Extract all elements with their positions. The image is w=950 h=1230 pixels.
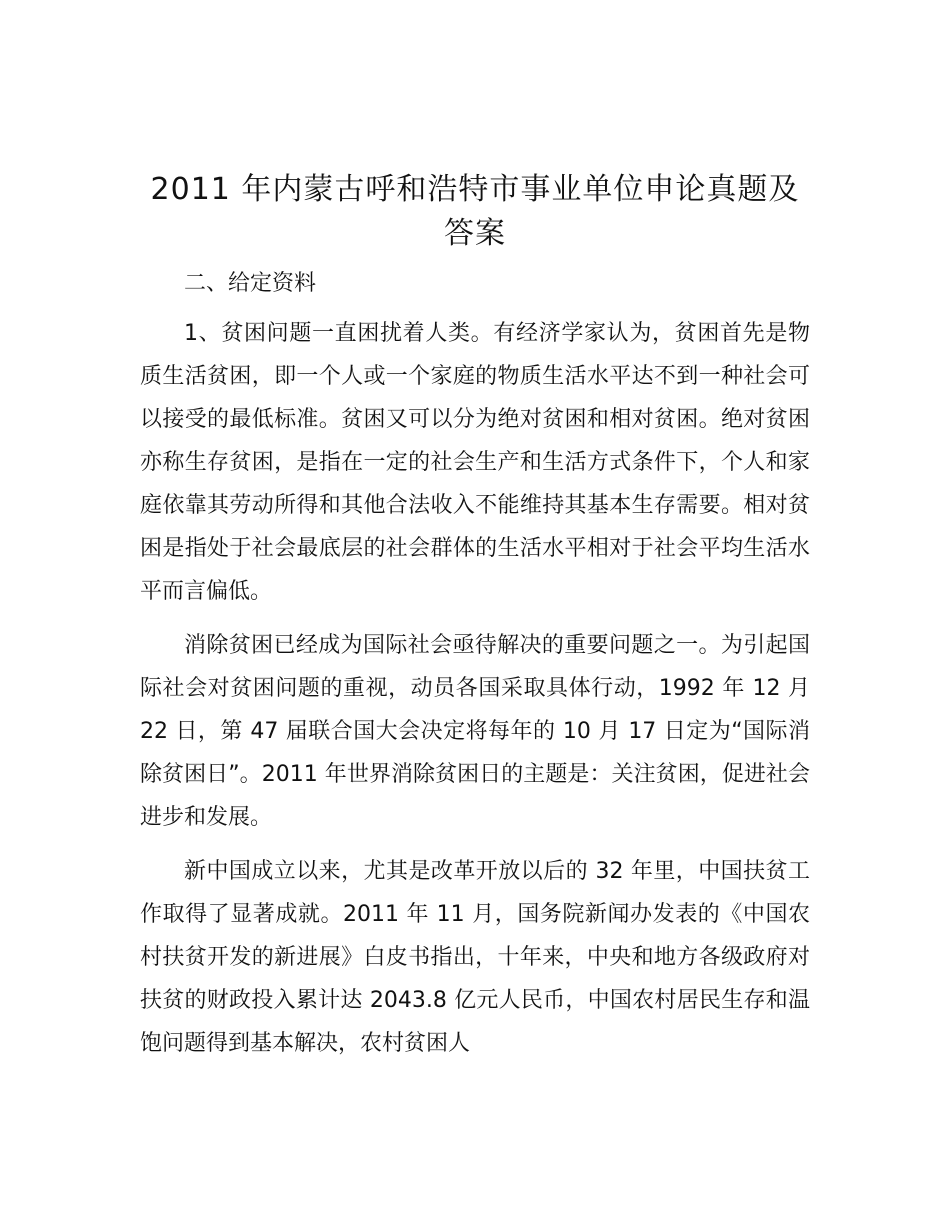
document-body — [140, 262, 810, 1076]
section-heading: 二、给定资料 — [184, 271, 317, 296]
document-title: 2011 年内蒙古呼和浩特市事业单位申论真题及答案 — [150, 172, 800, 251]
paragraph: 1、贫困问题一直困扰着人类。有经济学家认为，贫困首先是物质生活贫困，即一个人或一个家庭的物质生活水平达不到一种社会可以接受的最低标准。贫困又可以分为绝对贫困和相对贫困。绝对贫困亦称生存贫困，是指在一定的社会生产和生活方式条件下，个人和家庭依靠其劳动所得和其他合法收入不能维持其基本生存需要。相对贫困是指处于社会最底层的社会群体的生活水平相对于社会平均生活水平而言偏低。 — [140, 321, 810, 604]
paragraph: 消除贫困已经成为国际社会亟待解决的重要问题之一。为引起国际社会对贫困问题的重视，动员各国采取具体行动，1992 年 12 月 22 日，第 47 届联合国大会决定将每年的 10 月 17 日定为“国际消除贫困日”。2011 年世界消除贫困日的主题是：关注贫困，促进社会进步和发展。 — [140, 633, 810, 830]
paragraph: 新中国成立以来，尤其是改革开放以后的 32 年里，中国扶贫工作取得了显著成就。2011 年 11 月，国务院新闻办发表的《中国农村扶贫开发的新进展》白皮书指出，十年来，中央和地方各级政府对扶贫的财政投入累计达 2043.8 亿元人民币，中国农村居民生存和温饱问题得到基本解决，农村贫困人 — [140, 859, 810, 1056]
